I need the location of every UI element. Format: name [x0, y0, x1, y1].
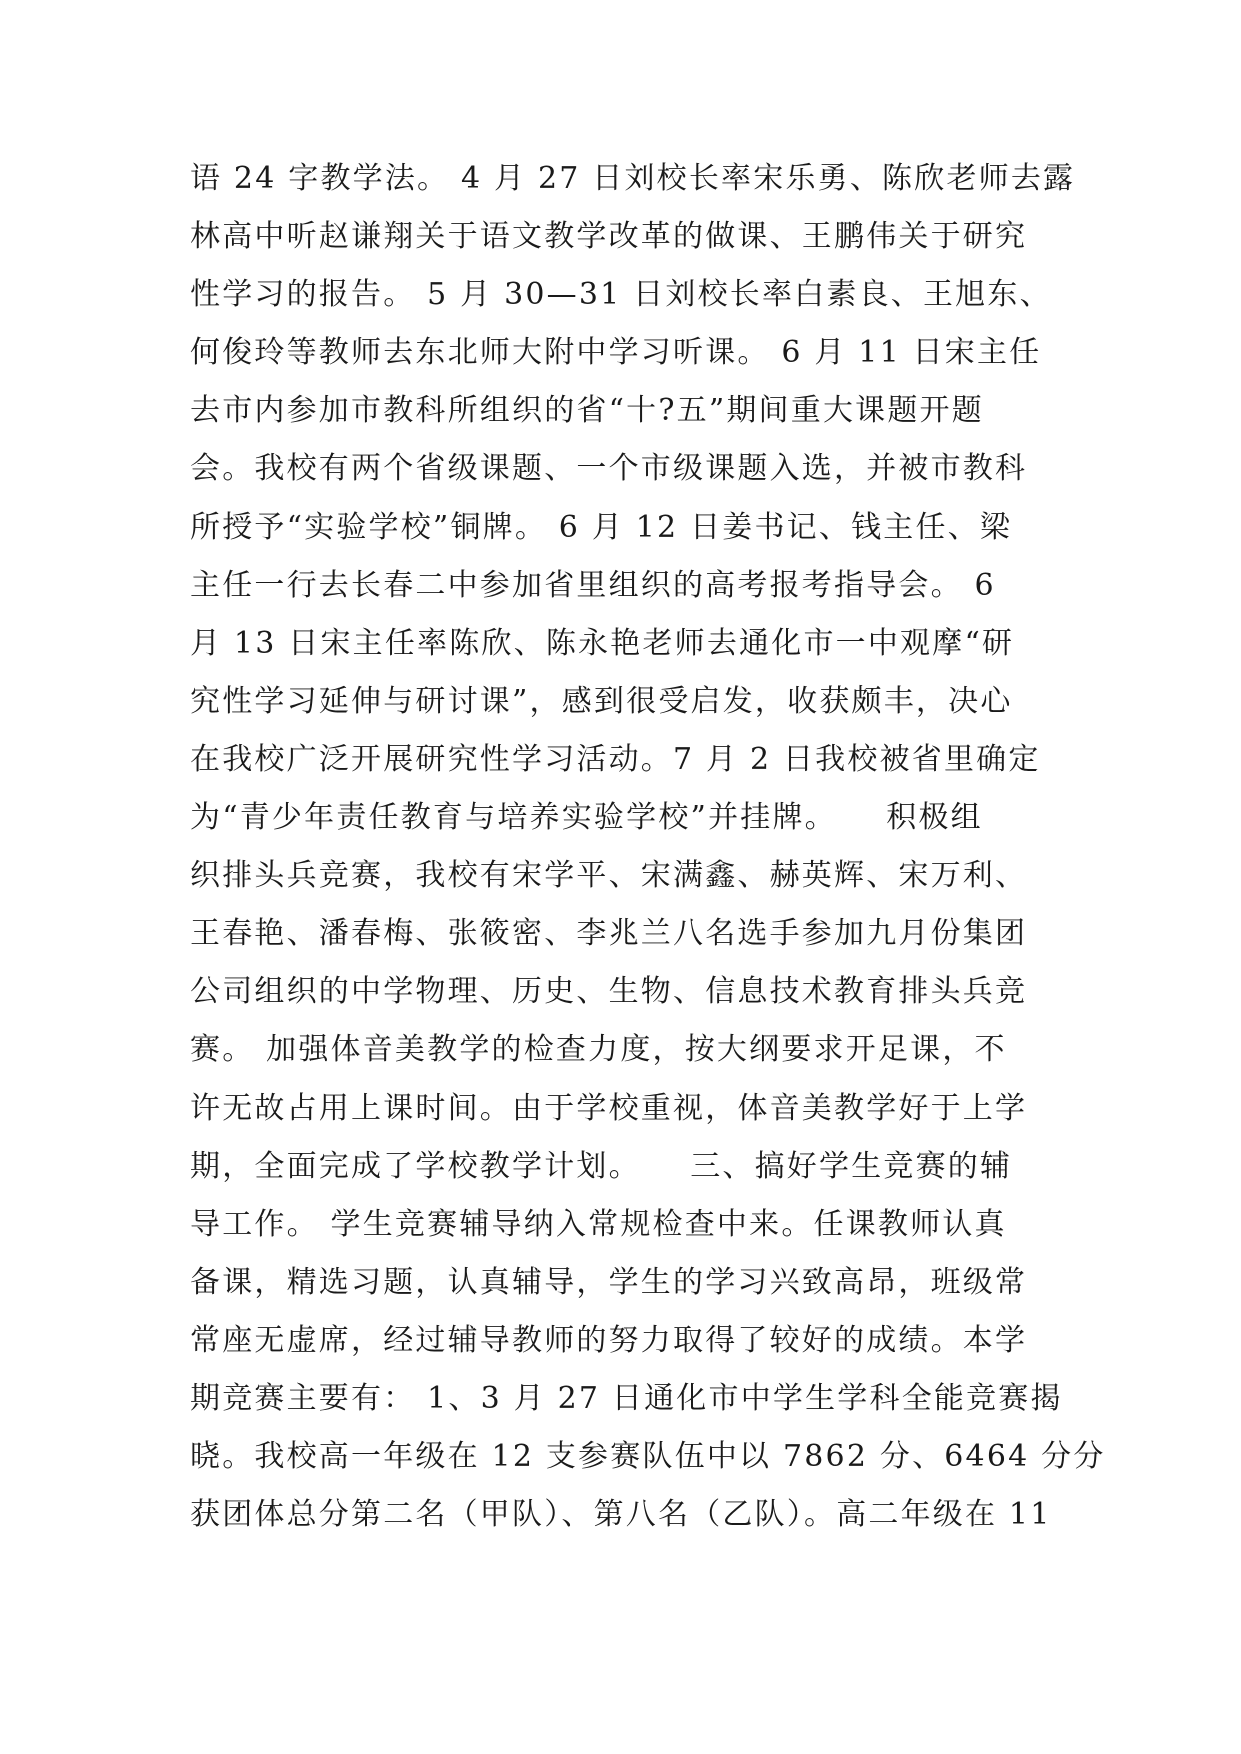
text-line: 备课，精选习题，认真辅导，学生的学习兴致高昂，班级常 — [190, 1264, 1028, 1300]
text-line: 期竞赛主要有： 1、3 月 27 日通化市中学生学科全能竞赛揭 — [190, 1380, 1063, 1416]
text-line: 去市内参加市教科所组织的省“十?五”期间重大课题开题 — [190, 393, 984, 429]
text-line: 导工作。 学生竞赛辅导纳入常规检查中来。任课教师认真 — [190, 1206, 1007, 1242]
text-line: 会。我校有两个省级课题、一个市级课题入选，并被市教科 — [190, 451, 1028, 487]
body-text — [190, 150, 1106, 1544]
text-line: 许无故占用上课时间。由于学校重视，体音美教学好于上学 — [190, 1090, 1028, 1126]
text-line: 性学习的报告。 5 月 30—31 日刘校长率白素良、王旭东、 — [190, 277, 1052, 313]
text-line: 何俊玲等教师去东北师大附中学习听课。 6 月 11 日宋主任 — [190, 335, 1042, 371]
text-line: 所授予“实验学校”铜牌。 6 月 12 日姜书记、钱主任、梁 — [190, 509, 1013, 545]
text-line: 月 13 日宋主任率陈欣、陈永艳老师去通化市一中观摩“研 — [190, 625, 1015, 661]
text-line: 主任一行去长春二中参加省里组织的高考报考指导会。 6 — [190, 567, 996, 603]
text-line: 为“青少年责任教育与培养实验学校”并挂牌。 积极组 — [190, 800, 983, 836]
text-line: 王春艳、潘春梅、张筱密、李兆兰八名选手参加九月份集团 — [190, 916, 1028, 952]
text-line: 究性学习延伸与研讨课”，感到很受启发，收获颇丰，决心 — [190, 683, 1013, 719]
text-line: 林高中听赵谦翔关于语文教学改革的做课、王鹏伟关于研究 — [190, 219, 1028, 255]
text-line: 获团体总分第二名（甲队）、第八名（乙队）。高二年级在 11 — [190, 1497, 1052, 1533]
text-line: 语 24 字教学法。 4 月 27 日刘校长率宋乐勇、陈欣老师去露 — [190, 161, 1076, 196]
text-line: 织排头兵竞赛，我校有宋学平、宋满鑫、赫英辉、宋万利、 — [190, 858, 1028, 894]
text-line: 在我校广泛开展研究性学习活动。7 月 2 日我校被省里确定 — [190, 741, 1041, 777]
text-line: 期，全面完成了学校教学计划。 三、搞好学生竞赛的辅 — [190, 1148, 1013, 1184]
text-line: 公司组织的中学物理、历史、生物、信息技术教育排头兵竞 — [190, 974, 1028, 1010]
text-line: 晓。我校高一年级在 12 支参赛队伍中以 7862 分、6464 分分 — [190, 1439, 1106, 1475]
text-line: 常座无虚席，经过辅导教师的努力取得了较好的成绩。本学 — [190, 1322, 1028, 1358]
text-line: 赛。 加强体音美教学的检查力度，按大纲要求开足课，不 — [190, 1032, 1007, 1068]
